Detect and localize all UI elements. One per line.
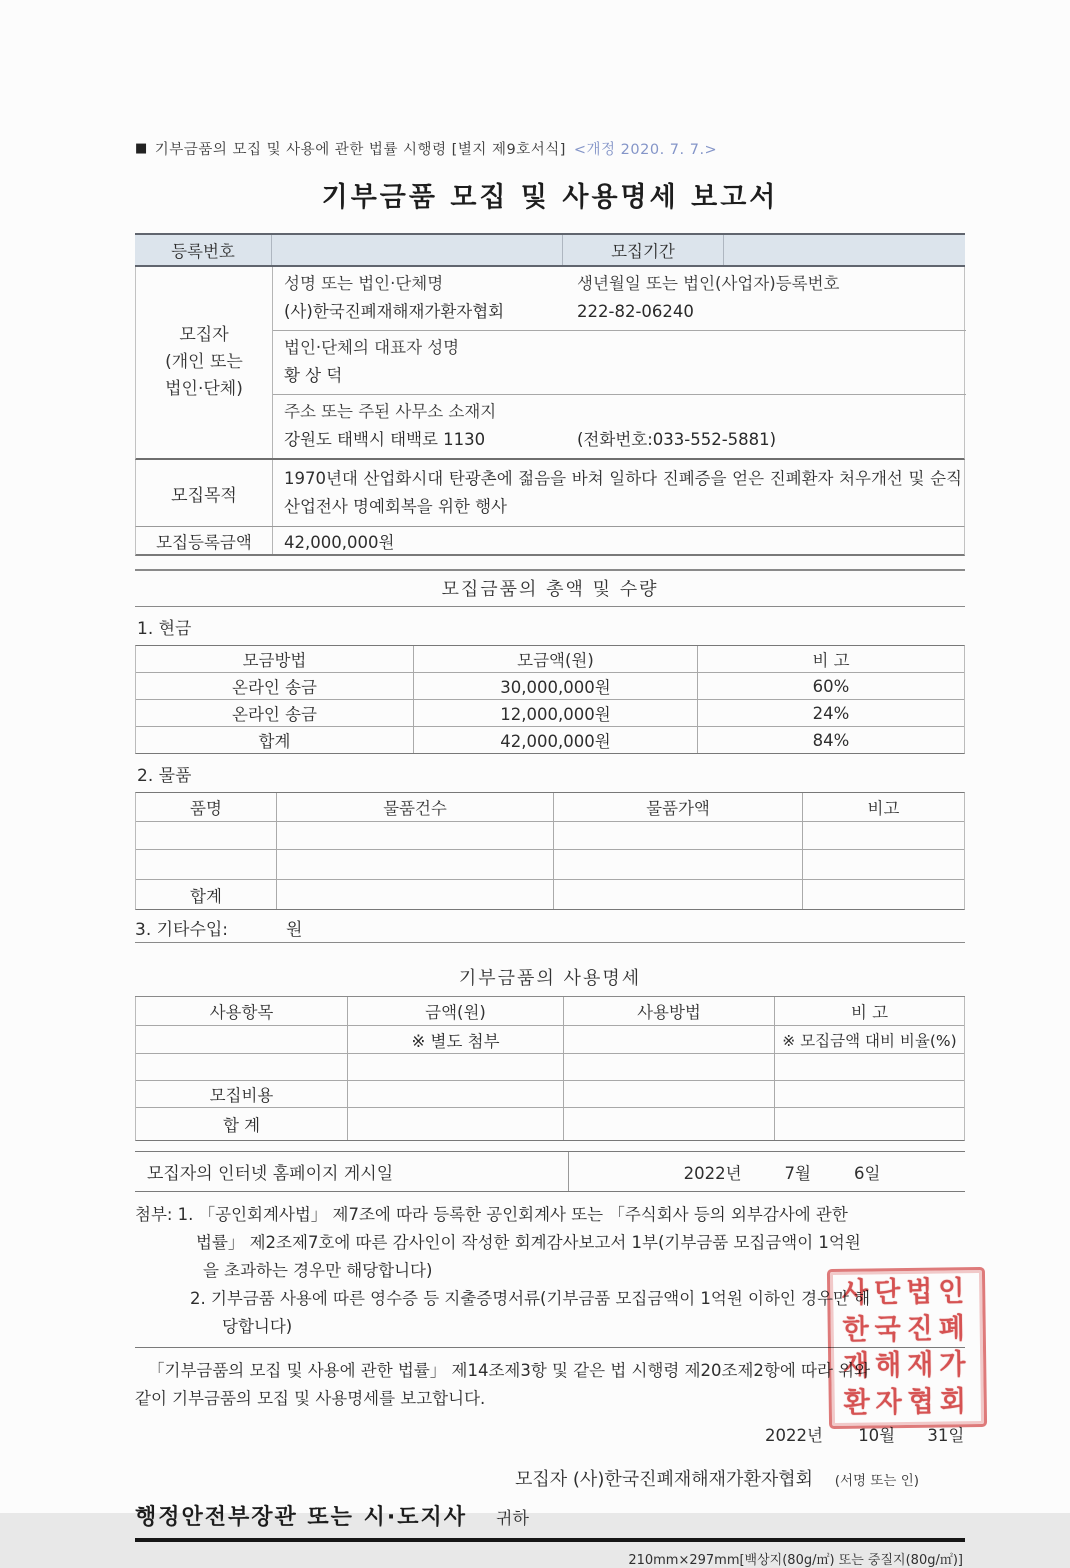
table-row-total <box>136 1108 964 1140</box>
purpose-row <box>135 460 965 527</box>
form-content <box>135 0 965 1568</box>
recipient-title: 행정안전부장관 또는 시·도지사 <box>135 1505 467 1530</box>
seal-text-row: 환자협회 <box>843 1385 973 1420</box>
collector-name-label: 성명 또는 법인·단체명 <box>284 274 444 293</box>
table-header-row <box>136 997 964 1026</box>
attachment-line: 2. 기부금품 사용에 따른 영수증 등 지출증명서류(기부금품 모집금액이 1억원 이하인 경우만 해 <box>190 1289 871 1308</box>
registered-amount-label: 모집등록금액 <box>136 527 273 554</box>
goods-section-heading: 2. 물품 <box>137 766 192 786</box>
recipient-honorific: 귀하 <box>496 1509 529 1529</box>
table-cell: 온라인 송금 <box>136 673 414 699</box>
attachments-note <box>135 1201 965 1341</box>
paper-spec-note: 210mm×297mm[백상지(80g/㎡) 또는 중질지(80g/㎡)] <box>628 1553 963 1568</box>
table-cell <box>554 880 803 909</box>
table-cell <box>348 1081 564 1107</box>
statement-line: 같이 기부금품의 모집 및 사용명세를 보고합니다. <box>135 1389 486 1408</box>
posting-month: 7월 <box>784 1163 811 1183</box>
table-cell <box>136 1054 348 1080</box>
address-value: 강원도 태백시 태백로 1130 <box>284 430 486 449</box>
table-cell <box>348 1054 564 1080</box>
revision-date-text: <개정 2020. 7. 7.> <box>573 142 718 158</box>
column-header: 물품가액 <box>554 793 803 821</box>
collector-label-line: (개인 또는 <box>165 352 243 372</box>
table-cell <box>803 850 964 879</box>
statute-reference-text: 기부금품의 모집 및 사용에 관한 법률 시행령 [별지 제9호서식] <box>154 142 566 158</box>
table-row <box>136 1081 964 1108</box>
collector-label-line: 모집자 <box>179 325 229 345</box>
other-income-unit: 원 <box>286 919 303 940</box>
collection-period-label: 모집기간 <box>563 235 724 265</box>
table-row-total <box>136 727 964 753</box>
collector-address-block <box>273 395 966 458</box>
column-header: 금액(원) <box>348 997 564 1025</box>
table-cell <box>564 1054 775 1080</box>
column-header: 비 고 <box>812 651 850 670</box>
column-header: 물품건수 <box>277 793 554 821</box>
collector-representative-block <box>273 331 966 395</box>
table-cell <box>564 1108 775 1140</box>
table-row <box>136 700 964 727</box>
posting-year: 2022년 <box>683 1163 742 1183</box>
table-cell: 30,000,000원 <box>414 673 698 699</box>
cash-section-heading: 1. 현금 <box>137 619 192 639</box>
goods-table <box>135 792 965 910</box>
totals-section-title: 모집금품의 총액 및 수량 <box>135 569 965 607</box>
table-cell: 84% <box>812 730 850 750</box>
registration-number-value <box>272 235 563 265</box>
table-header-row <box>136 793 964 822</box>
statement-line: 「기부금품의 모집 및 사용에 관한 법률」 제14조제3항 및 같은 법 시행령 제20조제2항에 따라 위와 <box>148 1361 871 1380</box>
report-day: 31일 <box>927 1426 965 1445</box>
report-statement <box>135 1347 965 1413</box>
table-row <box>136 850 964 880</box>
table-cell <box>803 880 964 909</box>
attachment-line: 을 초과하는 경우만 해당합니다) <box>203 1261 433 1280</box>
table-row <box>136 1026 964 1054</box>
registered-amount-row <box>135 527 965 556</box>
table-cell: 모집비용 <box>136 1081 348 1107</box>
table-row <box>136 822 964 850</box>
table-cell <box>277 880 554 909</box>
document-title: 기부금품 모집 및 사용명세 보고서 <box>321 182 779 213</box>
column-header: 사용항목 <box>136 997 348 1025</box>
signature-or-seal-note: (서명 또는 인) <box>834 1473 920 1489</box>
collector-idno-value: 222-82-06240 <box>577 302 694 321</box>
column-header: 모금액(원) <box>414 646 698 672</box>
table-cell: 60% <box>812 676 850 696</box>
signer-organization: (사)한국진폐재해재가환자협회 <box>572 1469 813 1490</box>
registered-amount-value: 42,000,000원 <box>284 532 395 552</box>
phone-value: (전화번호:033-552-5881) <box>577 430 777 449</box>
table-cell: 42,000,000원 <box>414 727 698 753</box>
table-row <box>136 673 964 700</box>
report-year: 2022년 <box>765 1426 823 1445</box>
column-header: 비 고 <box>850 1003 889 1022</box>
posting-date-value <box>569 1152 965 1191</box>
representative-label: 법인·단체의 대표자 성명 <box>284 338 460 357</box>
table-cell: 합계 <box>136 727 414 753</box>
attachment-line: 당합니다) <box>222 1317 293 1336</box>
representative-value: 황 상 덕 <box>284 366 343 385</box>
table-cell <box>136 1026 348 1053</box>
bottom-rule <box>135 1538 965 1542</box>
collector-name-block <box>273 267 966 331</box>
table-cell <box>775 1108 964 1140</box>
cash-table <box>135 645 965 754</box>
table-row-total <box>136 880 964 909</box>
column-header: 비고 <box>867 799 900 818</box>
collector-label-line: 법인·단체) <box>165 379 243 399</box>
seal-text-row: 사단법인 <box>841 1275 971 1310</box>
table-row <box>136 1054 964 1081</box>
collection-period-value <box>724 235 965 265</box>
registration-band <box>135 233 965 267</box>
signer-role-label: 모집자 <box>515 1469 568 1490</box>
column-header: 품명 <box>136 793 277 821</box>
report-month: 10월 <box>858 1426 896 1445</box>
seal-text-row: 한국진폐 <box>842 1311 972 1347</box>
table-cell: ※ 별도 첨부 <box>348 1026 564 1053</box>
address-label: 주소 또는 주된 사무소 소재지 <box>284 402 497 421</box>
table-cell: ※ 모집금액 대비 비율(%) <box>782 1031 957 1050</box>
column-header: 사용방법 <box>564 997 775 1025</box>
form-reference-note <box>135 138 965 159</box>
table-cell <box>277 850 554 879</box>
square-bullet-icon: ■ <box>135 141 148 156</box>
table-cell <box>554 850 803 879</box>
usage-section-title: 기부금품의 사용명세 <box>135 956 965 997</box>
table-cell <box>564 1026 775 1053</box>
table-header-row <box>136 646 964 673</box>
purpose-value: 1970년대 산업화시대 탄광촌에 젊음을 바쳐 일하다 진폐증을 얻은 진폐환자 처우개선 및 순직산업전사 명예회복을 위한 행사 <box>284 469 962 516</box>
table-cell <box>775 1081 964 1107</box>
table-cell <box>803 822 964 849</box>
recipient-row <box>135 1500 965 1531</box>
report-date <box>135 1422 965 1446</box>
table-cell: 온라인 송금 <box>136 700 414 726</box>
attachment-line: 첨부: 1. 「공인회계사법」 제7조에 따라 등록한 공인회계사 또는 「주식회사 등의 외부감사에 관한 <box>135 1205 848 1224</box>
collector-fields <box>273 267 966 458</box>
collector-info-table <box>135 267 965 460</box>
collector-name-value: (사)한국진폐재해재가환자협회 <box>284 302 505 321</box>
collector-row-label <box>136 267 273 458</box>
posting-date-label: 모집자의 인터넷 홈페이지 게시일 <box>135 1152 569 1191</box>
table-cell <box>554 822 803 849</box>
registration-number-label: 등록번호 <box>135 235 272 265</box>
table-cell <box>136 850 277 879</box>
table-cell: 12,000,000원 <box>414 700 698 726</box>
table-cell: 합계 <box>136 880 277 909</box>
seal-text-row: 재해재가 <box>842 1348 972 1384</box>
other-income-row <box>135 912 965 943</box>
website-posting-row <box>135 1151 965 1192</box>
collector-idno-label: 생년월일 또는 법인(사업자)등록번호 <box>577 274 840 293</box>
other-income-label: 3. 기타수입: <box>135 919 229 940</box>
attachment-line: 법률」 제2조제7호에 따른 감사인이 작성한 회계감사보고서 1부(기부금품 모집금액이 1억원 <box>196 1233 861 1252</box>
table-cell <box>277 822 554 849</box>
column-header: 모금방법 <box>136 646 414 672</box>
posting-day: 6일 <box>853 1163 881 1183</box>
purpose-label: 모집목적 <box>136 460 273 526</box>
table-cell <box>775 1054 964 1080</box>
signature-row <box>135 1465 965 1491</box>
table-cell: 합 계 <box>136 1108 348 1140</box>
table-cell <box>348 1108 564 1140</box>
table-cell <box>564 1081 775 1107</box>
usage-table <box>135 997 965 1141</box>
table-cell: 24% <box>812 703 850 723</box>
table-cell <box>136 822 277 849</box>
